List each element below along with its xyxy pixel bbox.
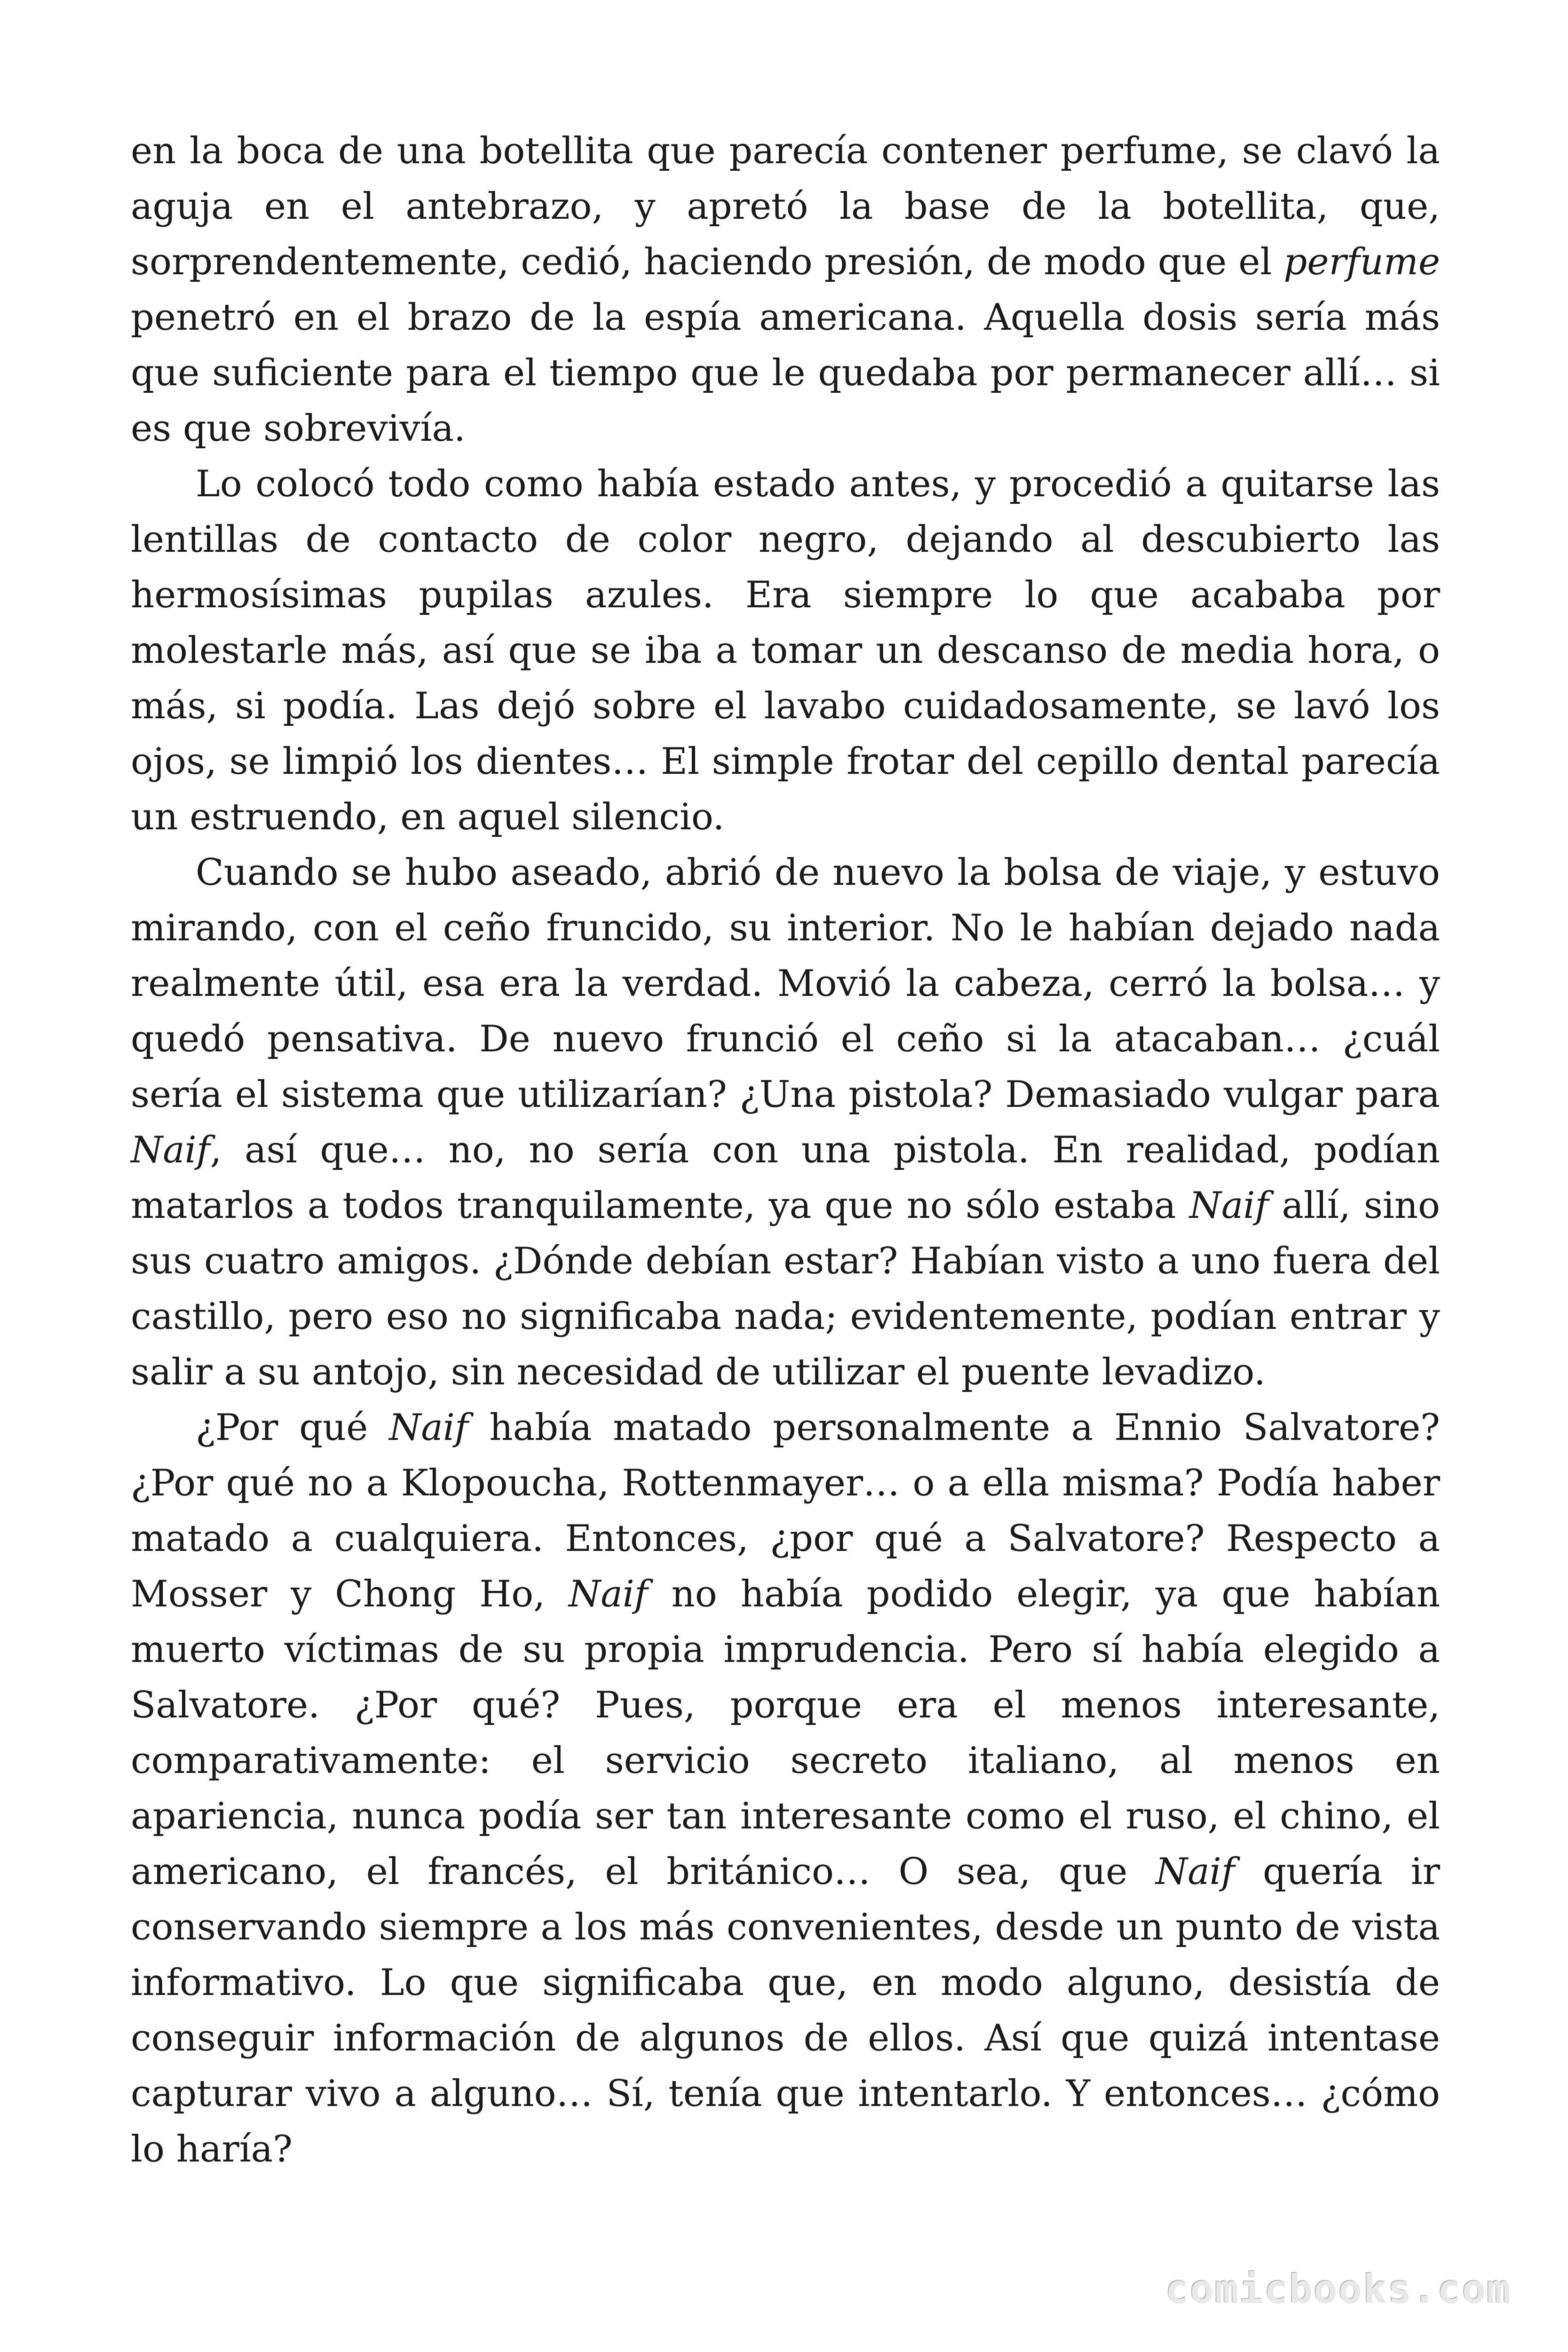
paragraph-1 [131, 123, 1440, 456]
paragraph-3-italic-naif-2: Naif [1189, 1184, 1269, 1227]
paragraph-4-italic-naif-3: Naif [1155, 1851, 1235, 1893]
watermark-text: comicbooks.com [1165, 2266, 1512, 2312]
paragraph-3 [131, 845, 1440, 1400]
paragraph-3-italic-naif-1: Naif [131, 1129, 210, 1171]
paragraph-1-text-2: penetró en el brazo de la espía americana. Aquella dosis sería más que suficiente para el tiempo que le quedaba por permanecer allí… si es que sobrevivía. [131, 296, 1440, 450]
body-text [131, 123, 1440, 2177]
paragraph-4 [131, 1400, 1440, 2177]
paragraph-1-text-1: en la boca de una botellita que parecía contener perfume, se clavó la aguja en el antebrazo, y apretó la base de la botellita, que, sorprendentemente, cedió, haciendo presión, de modo que el [131, 130, 1440, 283]
paragraph-4-text-2: había matado personalmente a Ennio Salvatore? ¿Por qué no a Klopoucha, Rottenmayer… o a ella misma? Podía haber matado a cualquiera. Entonces, ¿por qué a Salvatore? Respecto a Mosser y Chong Ho, [131, 1406, 1440, 1615]
paragraph-2-text-1: Lo colocó todo como había estado antes, y procedió a quitarse las lentillas de contacto de color negro, dejando al descubierto las hermosísimas pupilas azules. Era siempre lo que acababa por molestarle más, así que se iba a tomar un descanso de media hora, o más, si podía. Las dejó sobre el lavabo cuidadosamente, se lavó los ojos, se limpió los dientes… El simple frotar del cepillo dental parecía un estruendo, en aquel silencio. [131, 463, 1440, 838]
paragraph-4-text-3: no había podido elegir, ya que habían muerto víctimas de su propia imprudencia. Pero sí había elegido a Salvatore. ¿Por qué? Pues, porque era el menos interesante, comparativamente: el servicio secreto italiano, al menos en apariencia, nunca podía ser tan interesante como el ruso, el chino, el americano, el francés, el británico… O sea, que [131, 1573, 1440, 1893]
paragraph-4-text-1: ¿Por qué [196, 1406, 389, 1449]
paragraph-4-italic-naif-2: Naif [568, 1573, 648, 1615]
paragraph-3-text-2: , así que… no, no sería con una pistola. En realidad, podían matarlos a todos tranquilamente, ya que no sólo estaba [131, 1129, 1440, 1227]
paragraph-4-text-4: quería ir conservando siempre a los más convenientes, desde un punto de vista informativo. Lo que significaba que, en modo alguno, desistía de conseguir información de algunos de ellos. Así que quizá intentase capturar vivo a alguno… Sí, tenía que intentarlo. Y entonces… ¿cómo lo haría? [131, 1851, 1440, 2170]
paragraph-4-italic-naif-1: Naif [389, 1406, 468, 1449]
paragraph-3-text-1: Cuando se hubo aseado, abrió de nuevo la bolsa de viaje, y estuvo mirando, con el ceño fruncido, su interior. No le habían dejado nada realmente útil, esa era la verdad. Movió la cabeza, cerró la bolsa… y quedó pensativa. De nuevo frunció el ceño si la atacaban… ¿cuál sería el sistema que utilizarían? ¿Una pistola? Demasiado vulgar para [131, 851, 1440, 1116]
paragraph-1-italic-perfume: perfume [1283, 241, 1440, 283]
paragraph-3-text-3: allí, sino sus cuatro amigos. ¿Dónde debían estar? Habían visto a uno fuera del castillo, pero eso no significaba nada; evidentemente, podían entrar y salir a su antojo, sin necesidad de utilizar el puente levadizo. [131, 1184, 1440, 1393]
paragraph-2 [131, 456, 1440, 845]
